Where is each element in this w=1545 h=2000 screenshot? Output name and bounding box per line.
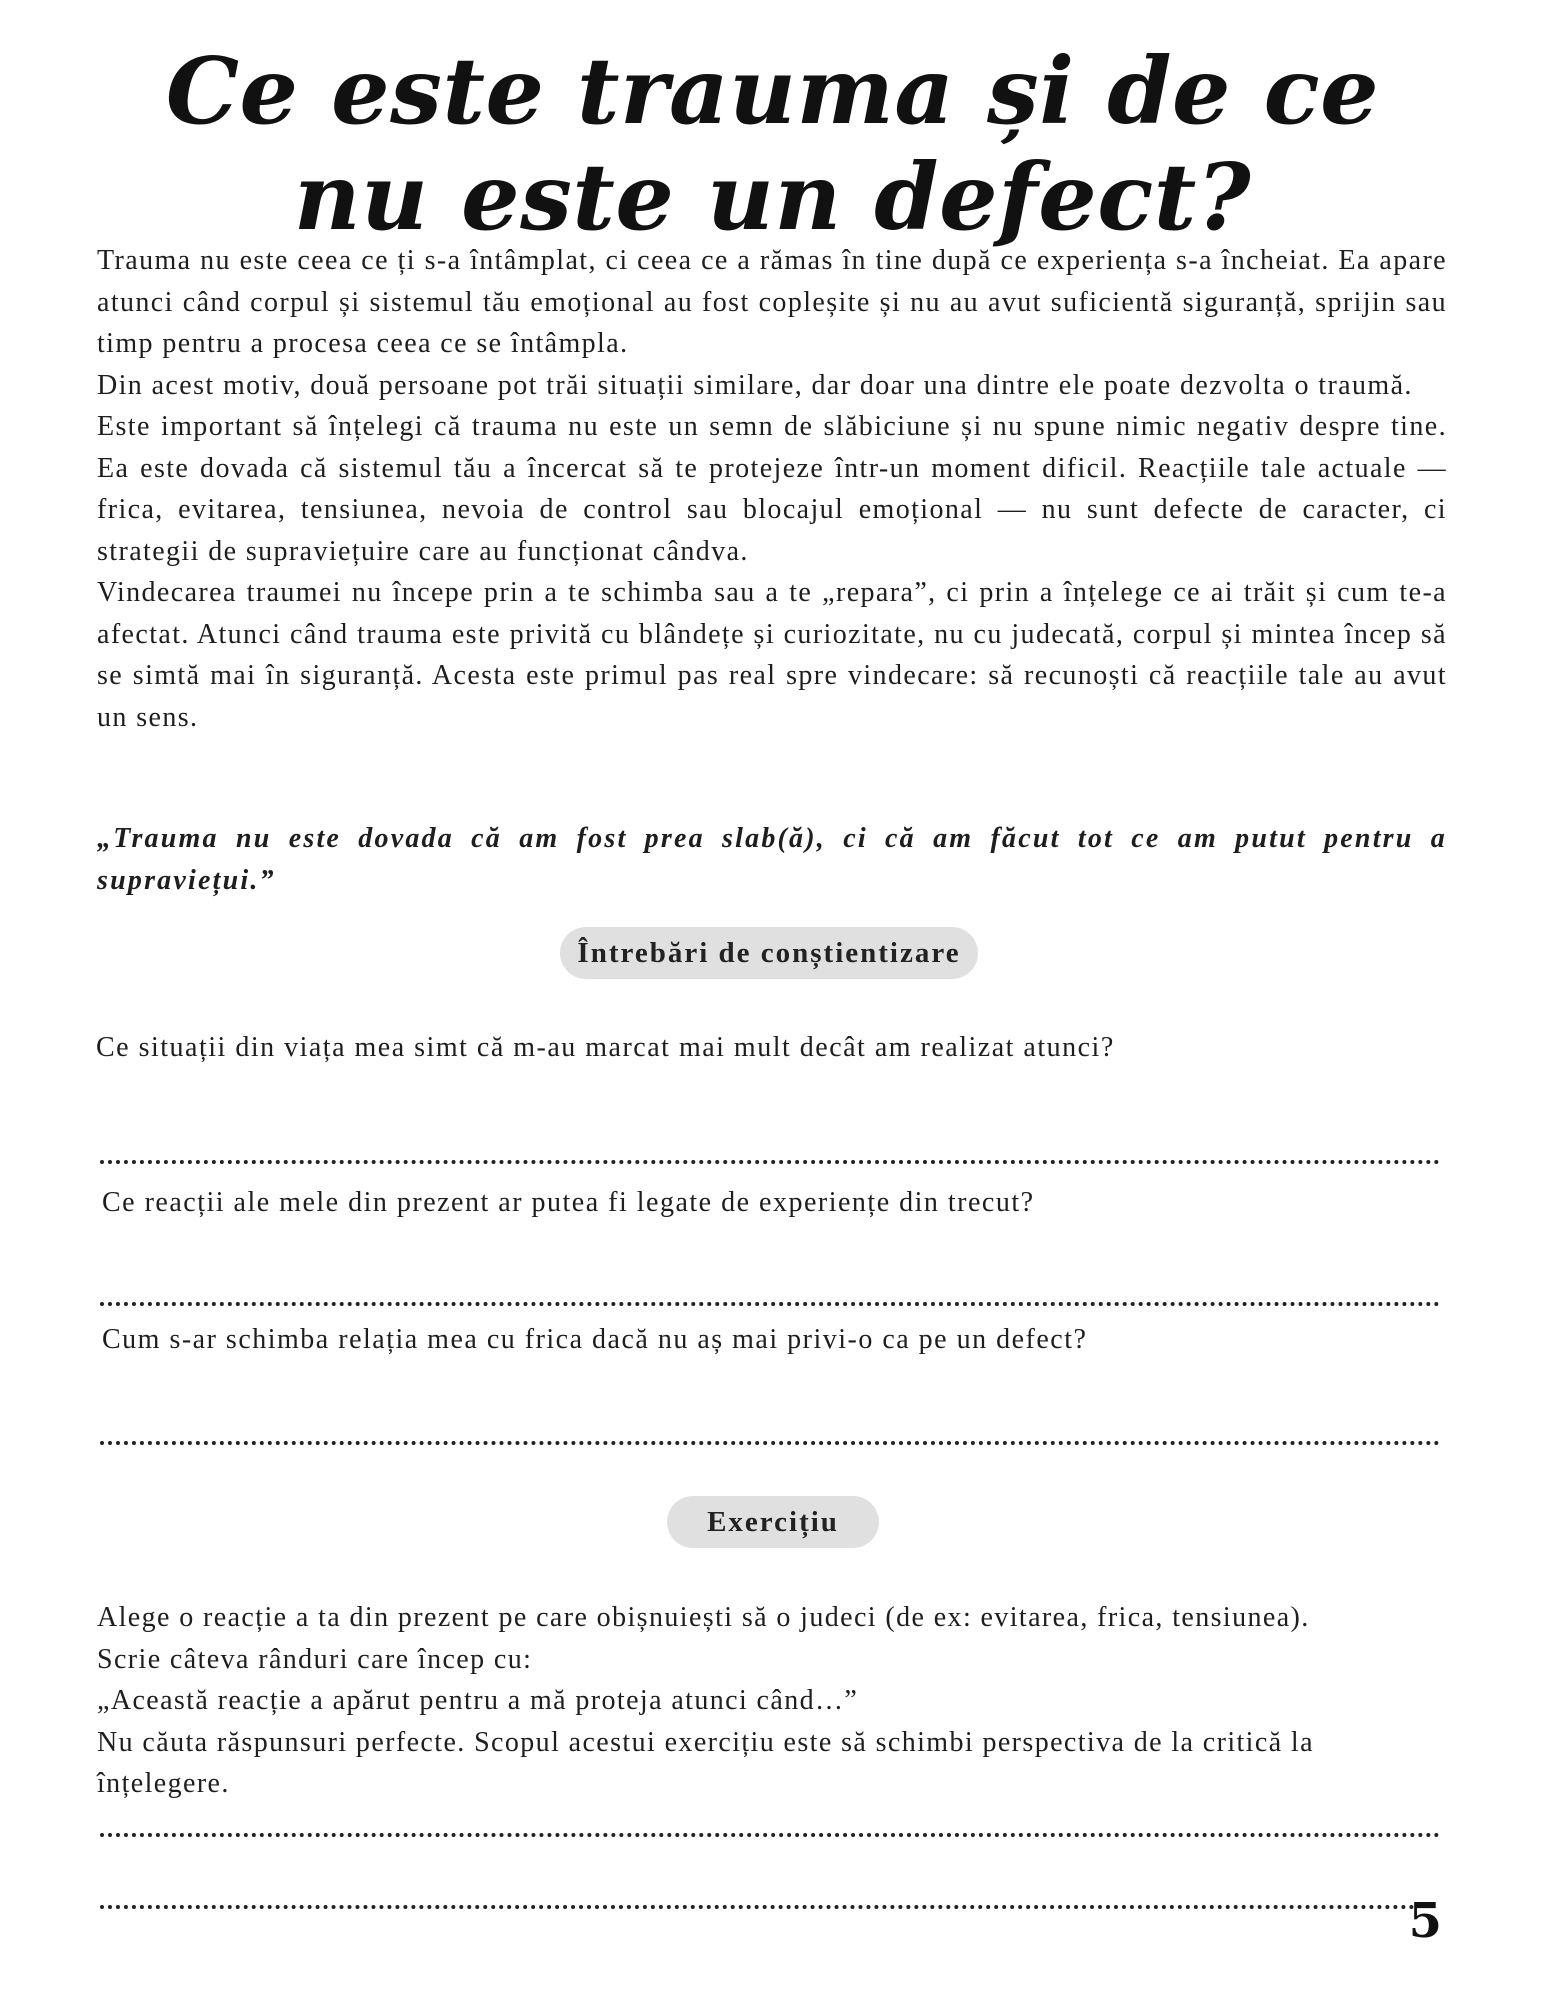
exercise-line: „Această reacție a apărut pentru a mă proteja atunci când…”: [97, 1685, 859, 1716]
answer-line-1[interactable]: [100, 1160, 1440, 1164]
intro-paragraph: Este important să înțelegi că trauma nu este un semn de slăbiciune și nu spune nimic negativ despre tine. Ea este dovada că sistemul tău a încercat să te protejeze într-un moment dificil. Reacțiile tale actuale — frica, evitarea, tensiunea, nevoia de control sau blocajul emoțional — nu sunt defecte de caracter, ci strategii de supraviețuire care au funcționat cândva.: [97, 411, 1447, 567]
awareness-question-1: Ce situații din viața mea simt că m-au marcat mai mult decât am realizat atunci?: [96, 1032, 1115, 1063]
awareness-question-2: Ce reacții ale mele din prezent ar putea fi legate de experiențe din trecut?: [102, 1187, 1035, 1218]
awareness-questions-heading: Întrebări de conștientizare: [560, 927, 978, 979]
exercise-line: Alege o reacție a ta din prezent pe care obișnuiești să o judeci (de ex: evitarea, frica, tensiunea).: [97, 1602, 1310, 1633]
intro-paragraph: Din acest motiv, două persoane pot trăi situații similare, dar doar una dintre ele poate dezvolta o traumă.: [97, 369, 1413, 401]
intro-text: [97, 240, 1447, 738]
answer-line-2[interactable]: [100, 1302, 1440, 1306]
awareness-question-3: Cum s-ar schimba relația mea cu frica dacă nu aș mai privi-o ca pe un defect?: [102, 1324, 1088, 1355]
exercise-heading: Exercițiu: [667, 1496, 879, 1548]
page-title: Ce este trauma și de ce nu este un defect?: [165, 37, 1380, 251]
highlight-quote: „Trauma nu este dovada că am fost prea slab(ă), ci că am făcut tot ce am putut pentru a supraviețui.”: [97, 823, 1447, 896]
intro-paragraph: Trauma nu este ceea ce ți s-a întâmplat, ci ceea ce a rămas în tine după ce experiența s-a încheiat. Ea apare atunci când corpul și sistemul tău emoțional au fost copleșite și nu au avut suficientă siguranță, sprijin sau timp pentru a procesa ceea ce se întâmpla.: [97, 245, 1447, 359]
intro-paragraph: Vindecarea traumei nu începe prin a te schimba sau a te „repara”, ci prin a înțelege ce ai trăit și cum te-a afectat. Atunci când trauma este privită cu blândețe și curiozitate, nu cu judecată, corpul și mintea încep să se simtă mai în siguranță. Acesta este primul pas real spre vindecare: să recunoști că reacțiile tale au avut un sens.: [97, 577, 1447, 733]
exercise-line: Nu căuta răspunsuri perfecte. Scopul acestui exercițiu este să schimbi perspectiva de la critică la înțelegere.: [97, 1726, 1314, 1799]
answer-line-3[interactable]: [100, 1441, 1440, 1445]
page-number: 5: [1408, 1893, 1442, 1949]
exercise-text: [97, 1597, 1447, 1805]
exercise-answer-line-1[interactable]: [100, 1833, 1440, 1837]
exercise-answer-line-2[interactable]: [100, 1905, 1415, 1909]
exercise-line: Scrie câteva rânduri care încep cu:: [97, 1643, 533, 1675]
